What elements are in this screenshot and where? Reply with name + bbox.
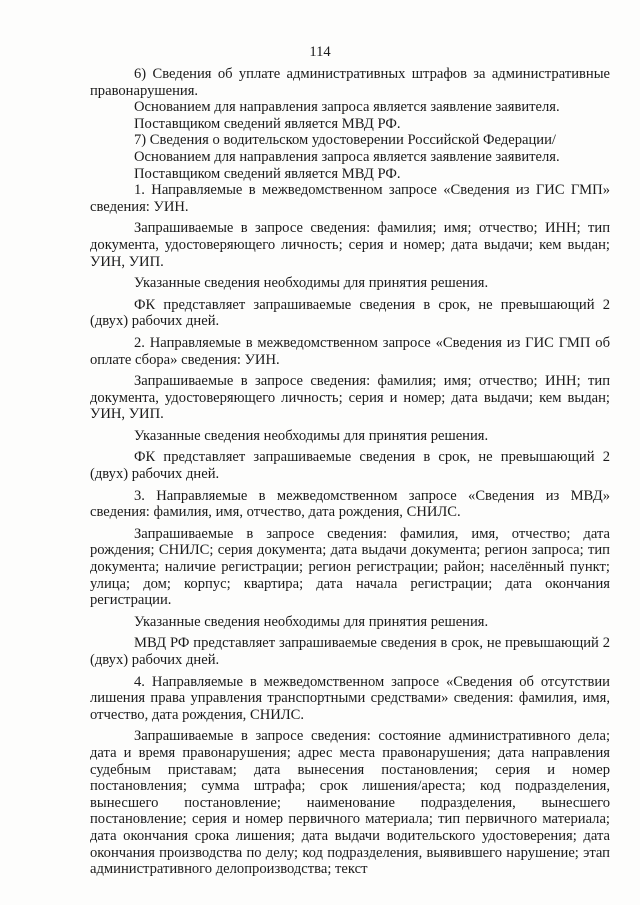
document-body: [90, 66, 610, 878]
paragraph-request-2: 2. Направляемые в межведомственном запросе «Сведения из ГИС ГМП об оплате сбора» сведения: УИН.: [90, 334, 610, 368]
paragraph-deadline-2: ФК представляет запрашиваемые сведения в срок, не превышающий 2 (двух) рабочих дней.: [90, 449, 610, 483]
paragraph-item-6-fines: 6) Сведения об уплате административных штрафов за административные правонарушения.: [90, 66, 610, 99]
paragraph-basis: Основанием для направления запроса является заявление заявителя.: [134, 99, 560, 116]
paragraph-requested-data-2: Запрашиваемые в запросе сведения: фамилия; имя; отчество; ИНН; тип документа, удостоверяющего личность; серия и номер; дата выдачи; кем выдан; УИН, УИП.: [90, 373, 610, 423]
paragraph-basis: Основанием для направления запроса является заявление заявителя.: [134, 148, 560, 165]
paragraph-request-3: 3. Направляемые в межведомственном запросе «Сведения из МВД» сведения: фамилия, имя, отчество, дата рождения, СНИЛС.: [90, 487, 610, 521]
paragraph-requested-data-3: Запрашиваемые в запросе сведения: фамилия, имя, отчество; дата рождения; СНИЛС; серия документа; дата выдачи документа; регион запроса; тип документа; наличие регистрации; регион регистрации; район; населённый пункт; улица; дом; корпус; квартира; дата начала регистрации; дата окончания регистрации.: [90, 525, 610, 609]
paragraph-requested-data-4: Запрашиваемые в запросе сведения: состояние административного дела; дата и время правонарушения; адрес места правонарушения; дата направления судебным приставам; дата вынесения постановления; серия и номер постановления; сумма штрафа; срок лишения/ареста; код подразделения, вынесшего постановление; наименование подразделения, вынесшего постановление; серия и номер первичного материала; тип первичного материала; дата окончания срока лишения; дата выдачи водительского удостоверения; дата окончания производства по делу; код подразделения, выявившего нарушение; этап административного делопроизводства; текст: [90, 728, 610, 878]
paragraph-necessity-2: Указанные сведения необходимы для принятия решения.: [134, 427, 489, 444]
paragraph-requested-data-1: Запрашиваемые в запросе сведения: фамилия; имя; отчество; ИНН; тип документа, удостоверяющего личность; серия и номер; дата выдачи; кем выдан; УИН, УИП.: [90, 220, 610, 270]
paragraph-item-7-license: 7) Сведения о водительском удостоверении Российской Федерации/: [134, 132, 556, 149]
paragraph-deadline-3: МВД РФ представляет запрашиваемые сведения в срок, не превышающий 2 (двух) рабочих дней.: [90, 635, 610, 668]
paragraph-request-4: 4. Направляемые в межведомственном запросе «Сведения об отсутствии лишения права управления транспортными средствами» сведения: фамилия, имя, отчество, дата рождения, СНИЛС.: [90, 673, 610, 723]
paragraph-deadline-1: ФК представляет запрашиваемые сведения в срок, не превышающий 2 (двух) рабочих дней.: [90, 296, 610, 330]
paragraph-necessity-3: Указанные сведения необходимы для принятия решения.: [134, 613, 489, 630]
page-number: 114: [309, 44, 331, 60]
paragraph-necessity-1: Указанные сведения необходимы для принятия решения.: [134, 275, 489, 292]
paragraph-supplier: Поставщиком сведений является МВД РФ.: [134, 115, 401, 132]
paragraph-request-1: 1. Направляемые в межведомственном запросе «Сведения из ГИС ГМП» сведения: УИН.: [90, 182, 610, 215]
paragraph-supplier: Поставщиком сведений является МВД РФ.: [134, 165, 401, 182]
